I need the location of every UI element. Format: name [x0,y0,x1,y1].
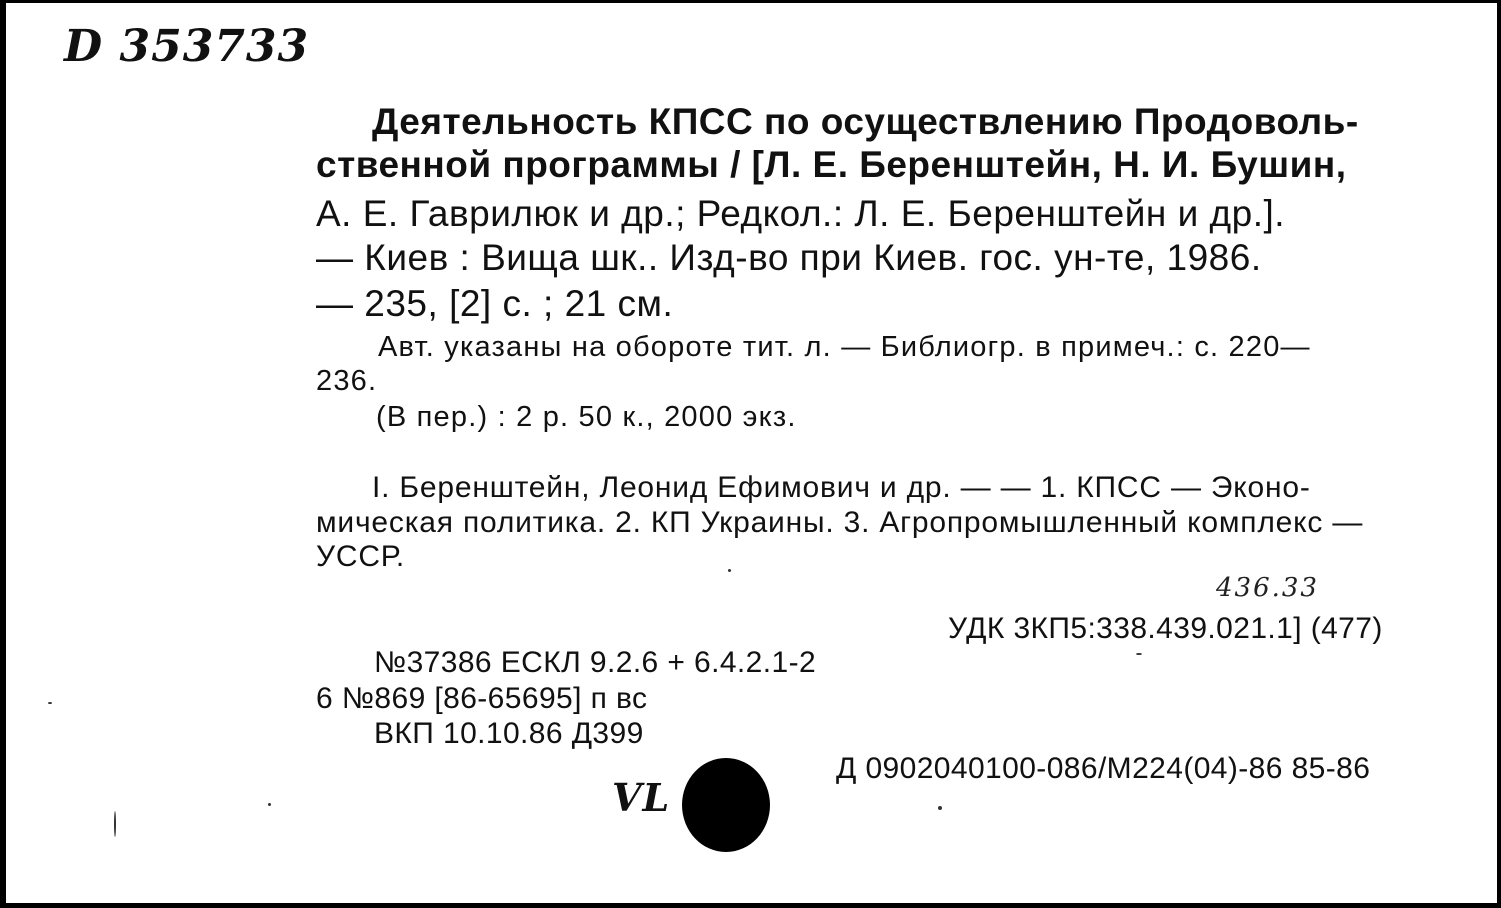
pencil-note: 436.33 [1216,573,1319,603]
title-line-4: — Киев : Вища шк.. Изд-во при Киев. гос. ун-те, 1986. [316,237,1262,278]
code-line-2: 6 №869 [86-65695] п вс [316,682,648,715]
notes-line-3: (В пер.) : 2 р. 50 к., 2000 экз. [376,401,797,433]
title-line-3: А. Е. Гаврилюк и др.; Редкол.: Л. Е. Беренштейн и др.]. [316,193,1286,234]
notes-line-1: Авт. указаны на обороте тит. л. — Библиогр. в примеч.: с. 220— [378,331,1311,363]
title-line-1: Деятельность КПСС по осуществлению Продоволь- [372,101,1359,142]
notes-line-2: 236. [316,365,378,397]
card-number: D 353733 [64,21,310,72]
title-line-5: — 235, [2] с. ; 21 см. [316,283,674,324]
classification-code: Д 0902040100-086/М224(04)-86 85-86 [836,752,1371,785]
handwritten-initials: VL [612,775,671,820]
speck [1136,653,1142,655]
subject-line-2: мическая политика. 2. КП Украины. 3. Агропромышленный комплекс — [316,506,1364,539]
speck [728,569,731,572]
subject-line-3: УССР. [316,540,406,573]
speck [938,806,942,810]
code-line-1: №37386 ЕСКЛ 9.2.6 + 6.4.2.1-2 [374,646,817,679]
pencil-mark [114,811,116,837]
udk-code: УДК 3КП5:338.439.021.1] (477) [948,612,1383,645]
speck [268,803,271,806]
subject-line-1: I. Беренштейн, Леонид Ефимович и др. — — 1. КПСС — Эконо- [372,471,1311,504]
speck [48,702,52,704]
title-line-2: ственной программы / [Л. Е. Беренштейн, Н. И. Бушин, [316,144,1347,185]
punch-hole [682,758,770,852]
code-line-3: ВКП 10.10.86 Д399 [374,717,644,750]
